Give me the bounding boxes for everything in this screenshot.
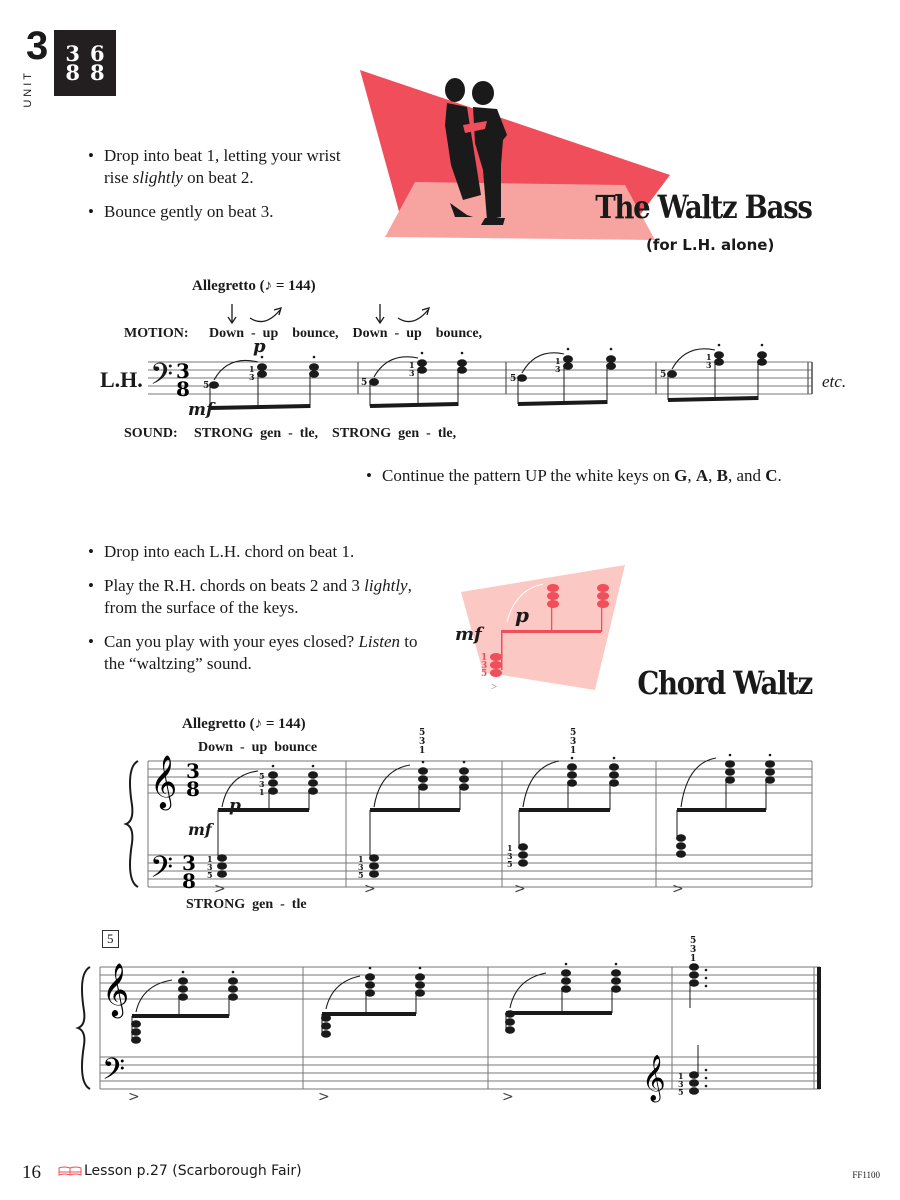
motion-label: MOTION: <box>124 326 189 341</box>
time-signature-3-8: 3 8 <box>65 41 80 85</box>
svg-text:8: 8 <box>176 377 190 401</box>
motion-text: Down - up bounce, Down - up bounce, <box>209 326 483 341</box>
svg-text:>: > <box>514 881 526 897</box>
svg-text:3: 3 <box>706 360 712 370</box>
svg-text:3: 3 <box>570 737 577 747</box>
svg-text:1: 1 <box>507 843 513 853</box>
svg-text:𝄞: 𝄞 <box>642 1055 666 1101</box>
continue-instruction <box>366 465 836 499</box>
instruction-item: • Can you play with your eyes closed? Listen to the “waltzing” sound. <box>88 631 438 675</box>
time-signature-6-8: 6 8 <box>90 41 105 85</box>
svg-text:3: 3 <box>419 737 426 747</box>
catalog-code: FF1100 <box>852 1170 880 1180</box>
svg-text:3: 3 <box>176 359 190 383</box>
svg-text:5: 5 <box>678 1087 684 1097</box>
svg-text:3: 3 <box>555 364 561 374</box>
svg-text:5: 5 <box>207 870 213 880</box>
unit-number: 3 <box>26 24 49 68</box>
motion-text-2: Down - up bounce <box>198 740 318 755</box>
svg-text:>: > <box>672 881 684 897</box>
svg-text:8: 8 <box>186 777 200 801</box>
chord-waltz-illustration <box>455 562 635 697</box>
instruction-item: • Continue the pattern UP the white keys on G, A, B, and C. <box>366 465 836 487</box>
svg-text:3: 3 <box>507 851 513 861</box>
sound-label: SOUND: <box>124 426 178 441</box>
left-hand-label: L.H. <box>100 367 143 392</box>
svg-text:3: 3 <box>259 779 265 789</box>
tempo-marking: Allegretto (♪ = 144) <box>192 278 316 294</box>
dynamic-mezzo-forte-2: mf <box>188 820 212 839</box>
waltz-bass-staff <box>148 340 818 420</box>
section-title-waltz-bass: The Waltz Bass <box>595 188 812 226</box>
svg-text:3: 3 <box>182 851 196 875</box>
grand-staff-system-1 <box>118 725 818 895</box>
svg-text:1: 1 <box>259 787 265 797</box>
section-subtitle: (for L.H. alone) <box>646 236 775 254</box>
lesson-reference: Lesson p.27 (Scarborough Fair) <box>58 1163 302 1179</box>
instruction-item: • Bounce gently on beat 3. <box>88 201 368 223</box>
svg-text:1: 1 <box>678 1071 684 1081</box>
svg-text:>: > <box>502 1089 514 1105</box>
svg-text:5: 5 <box>358 870 364 880</box>
svg-text:3: 3 <box>207 862 213 872</box>
svg-text:1: 1 <box>409 360 415 370</box>
grand-staff-system-2 <box>70 936 830 1105</box>
instruction-item: • Drop into each L.H. chord on beat 1. <box>88 541 438 563</box>
tempo-marking-2: Allegretto (♪ = 144) <box>182 716 306 732</box>
svg-text:𝄢: 𝄢 <box>150 851 174 892</box>
svg-text:3: 3 <box>409 368 415 378</box>
waltz-bass-instructions <box>88 145 368 235</box>
svg-text:𝄞: 𝄞 <box>102 962 130 1016</box>
svg-text:5: 5 <box>419 728 426 738</box>
instruction-item: • Play the R.H. chords on beats 2 and 3 lightly, from the surface of the keys. <box>88 575 438 619</box>
svg-text:>: > <box>364 881 376 897</box>
unit-label: UNIT <box>22 70 34 108</box>
dynamic-piano-2: p <box>229 796 241 816</box>
svg-text:1: 1 <box>555 356 561 366</box>
svg-text:1: 1 <box>358 854 364 864</box>
svg-text:5: 5 <box>259 771 265 781</box>
svg-text:1: 1 <box>690 954 697 964</box>
chord-waltz-instructions <box>88 541 438 687</box>
svg-text:3: 3 <box>481 661 488 671</box>
svg-text:1: 1 <box>481 653 488 663</box>
svg-text:3: 3 <box>678 1079 684 1089</box>
svg-text:>: > <box>318 1089 330 1105</box>
svg-text:3: 3 <box>690 945 697 955</box>
svg-text:𝄢: 𝄢 <box>150 358 174 399</box>
svg-text:5: 5 <box>690 936 697 946</box>
svg-text:5: 5 <box>570 728 577 738</box>
sound-text: STRONG gen - tle, STRONG gen - tle, <box>194 426 457 441</box>
svg-text:>: > <box>128 1089 140 1105</box>
svg-text:1: 1 <box>419 746 426 756</box>
svg-text:1: 1 <box>570 746 577 756</box>
svg-text:𝄢: 𝄢 <box>102 1053 126 1094</box>
svg-text:5: 5 <box>660 370 667 380</box>
svg-text:1: 1 <box>706 352 712 362</box>
svg-text:3: 3 <box>249 372 255 382</box>
svg-text:1: 1 <box>207 854 213 864</box>
etc-marking: etc. <box>822 372 847 391</box>
section-title-chord-waltz: Chord Waltz <box>637 664 812 702</box>
svg-text:3: 3 <box>186 759 200 783</box>
svg-text:5: 5 <box>510 374 517 384</box>
svg-text:8: 8 <box>182 869 196 893</box>
sound-text-2: STRONG gen - tle <box>186 897 307 912</box>
svg-text:𝄞: 𝄞 <box>150 754 178 808</box>
svg-text:1: 1 <box>249 364 255 374</box>
instruction-item: • Drop into beat 1, letting your wrist rise slightly on beat 2. <box>88 145 368 189</box>
svg-text:5: 5 <box>203 381 210 391</box>
dynamic-piano: p <box>253 336 266 357</box>
svg-text:5: 5 <box>361 378 368 388</box>
svg-text:p: p <box>515 603 529 627</box>
svg-text:>: > <box>491 681 498 693</box>
book-icon <box>58 1165 82 1177</box>
svg-text:5: 5 <box>481 669 488 679</box>
svg-text:mf: mf <box>455 624 482 645</box>
measure-number: 5 <box>102 930 119 948</box>
svg-text:5: 5 <box>507 859 513 869</box>
time-signature-badge <box>54 30 116 96</box>
page-number: 16 <box>22 1162 41 1183</box>
svg-text:>: > <box>214 881 226 897</box>
dynamic-mezzo-forte: mf <box>188 400 214 420</box>
svg-text:3: 3 <box>358 862 364 872</box>
